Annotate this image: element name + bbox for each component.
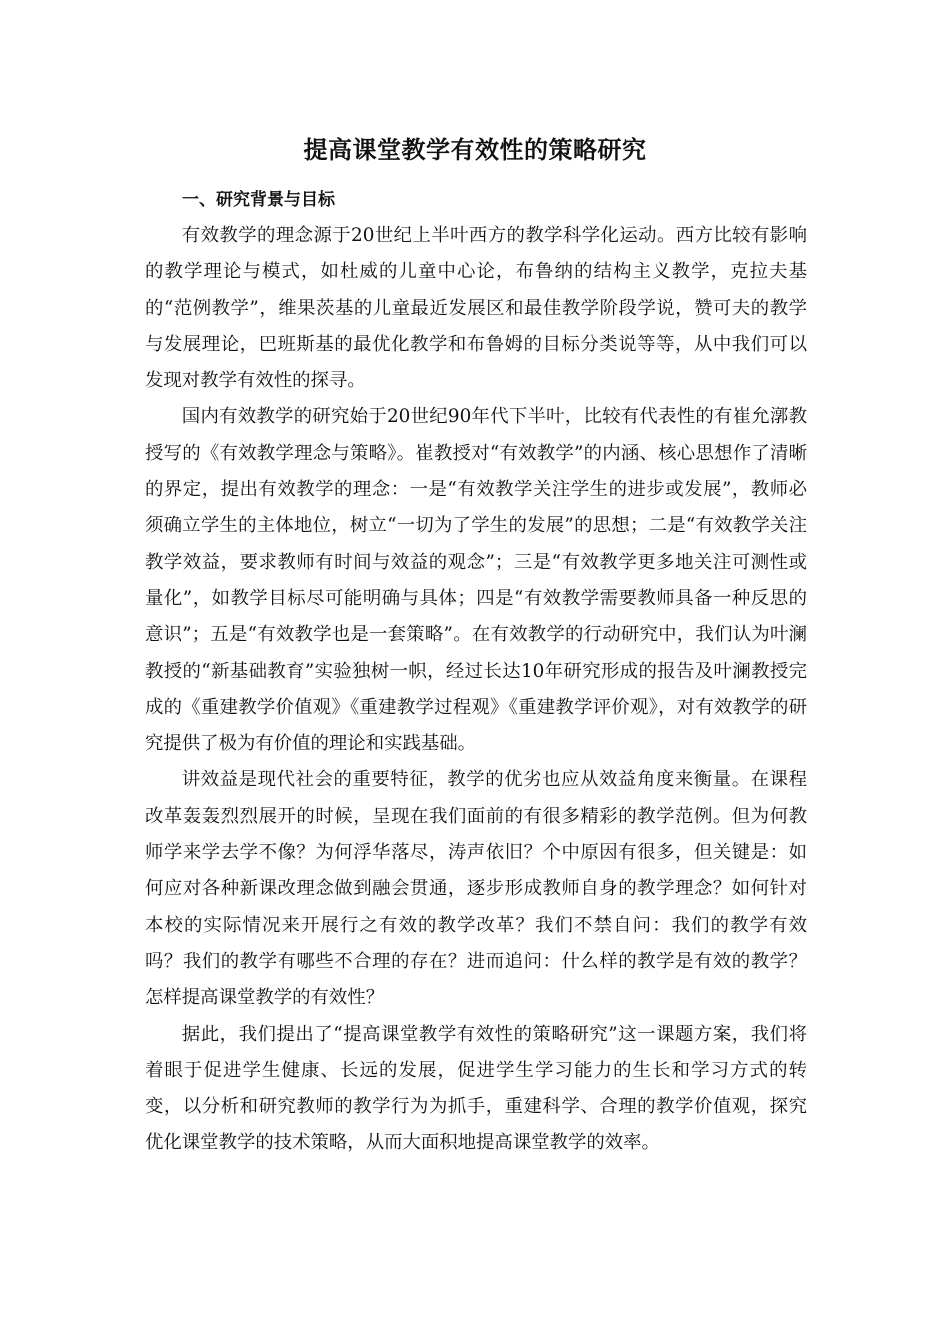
document-title: 提高课堂教学有效性的策略研究 [303,136,647,164]
paragraph: 据此，我们提出了“提高课堂教学有效性的策略研究”这一课题方案，我们将着眼于促进学生健康、长远的发展，促进学生学习能力的生长和学习方式的转变，以分析和研究教师的教学行为为抓手，重建科学、合理的教学价值观，探究优化课堂教学的技术策略，从而大面积地提高课堂教学的效率。 [145,1023,807,1154]
paragraph: 讲效益是现代社会的重要特征，教学的优劣也应从效益角度来衡量。在课程改革轰轰烈烈展开的时候，呈现在我们面前的有很多精彩的教学范例。但为何教师学来学去学不像？为何浮华落尽，涛声依旧？个中原因有很多，但关键是：如何应对各种新课改理念做到融会贯通，逐步形成教师自身的教学理念？如何针对本校的实际情况来开展行之有效的教学改革？我们不禁自问：我们的教学有效吗？我们的教学有哪些不合理的存在？进而追问：什么样的教学是有效的教学？怎样提高课堂教学的有效性？ [145,769,807,1009]
paragraph: 国内有效教学的研究始于20世纪90年代下半叶，比较有代表性的有崔允漷教授写的《有效教学理念与策略》。崔教授对“有效教学”的内涵、核心思想作了清晰的界定，提出有效教学的理念：一是“有效教学关注学生的进步或发展”，教师必须确立学生的主体地位，树立“一切为了学生的发展”的思想；二是“有效教学关注教学效益，要求教师有时间与效益的观念”；三是“有效教学更多地关注可测性或量化”，如教学目标尽可能明确与具体；四是“有效教学需要教师具备一种反思的意识”；五是“有效教学也是一套策略”。在有效教学的行动研究中，我们认为叶澜教授的“新基础教育”实验独树一帜，经过长达10年研究形成的报告及叶澜教授完成的《重建教学价值观》《重建教学过程观》《重建教学评价观》，对有效教学的研究提供了极为有价值的理论和实践基础。 [145,406,807,755]
paragraph: 有效教学的理念源于20世纪上半叶西方的教学科学化运动。西方比较有影响的教学理论与模式，如杜威的儿童中心论，布鲁纳的结构主义教学，克拉夫基的“范例教学”，维果茨基的儿童最近发展区和最佳教学阶段学说，赞可夫的教学与发展理论，巴班斯基的最优化教学和布鲁姆的目标分类说等等，从中我们可以发现对教学有效性的探寻。 [145,225,807,392]
section-body [145,218,807,1162]
section-heading: 一、研究背景与目标 [182,190,335,210]
